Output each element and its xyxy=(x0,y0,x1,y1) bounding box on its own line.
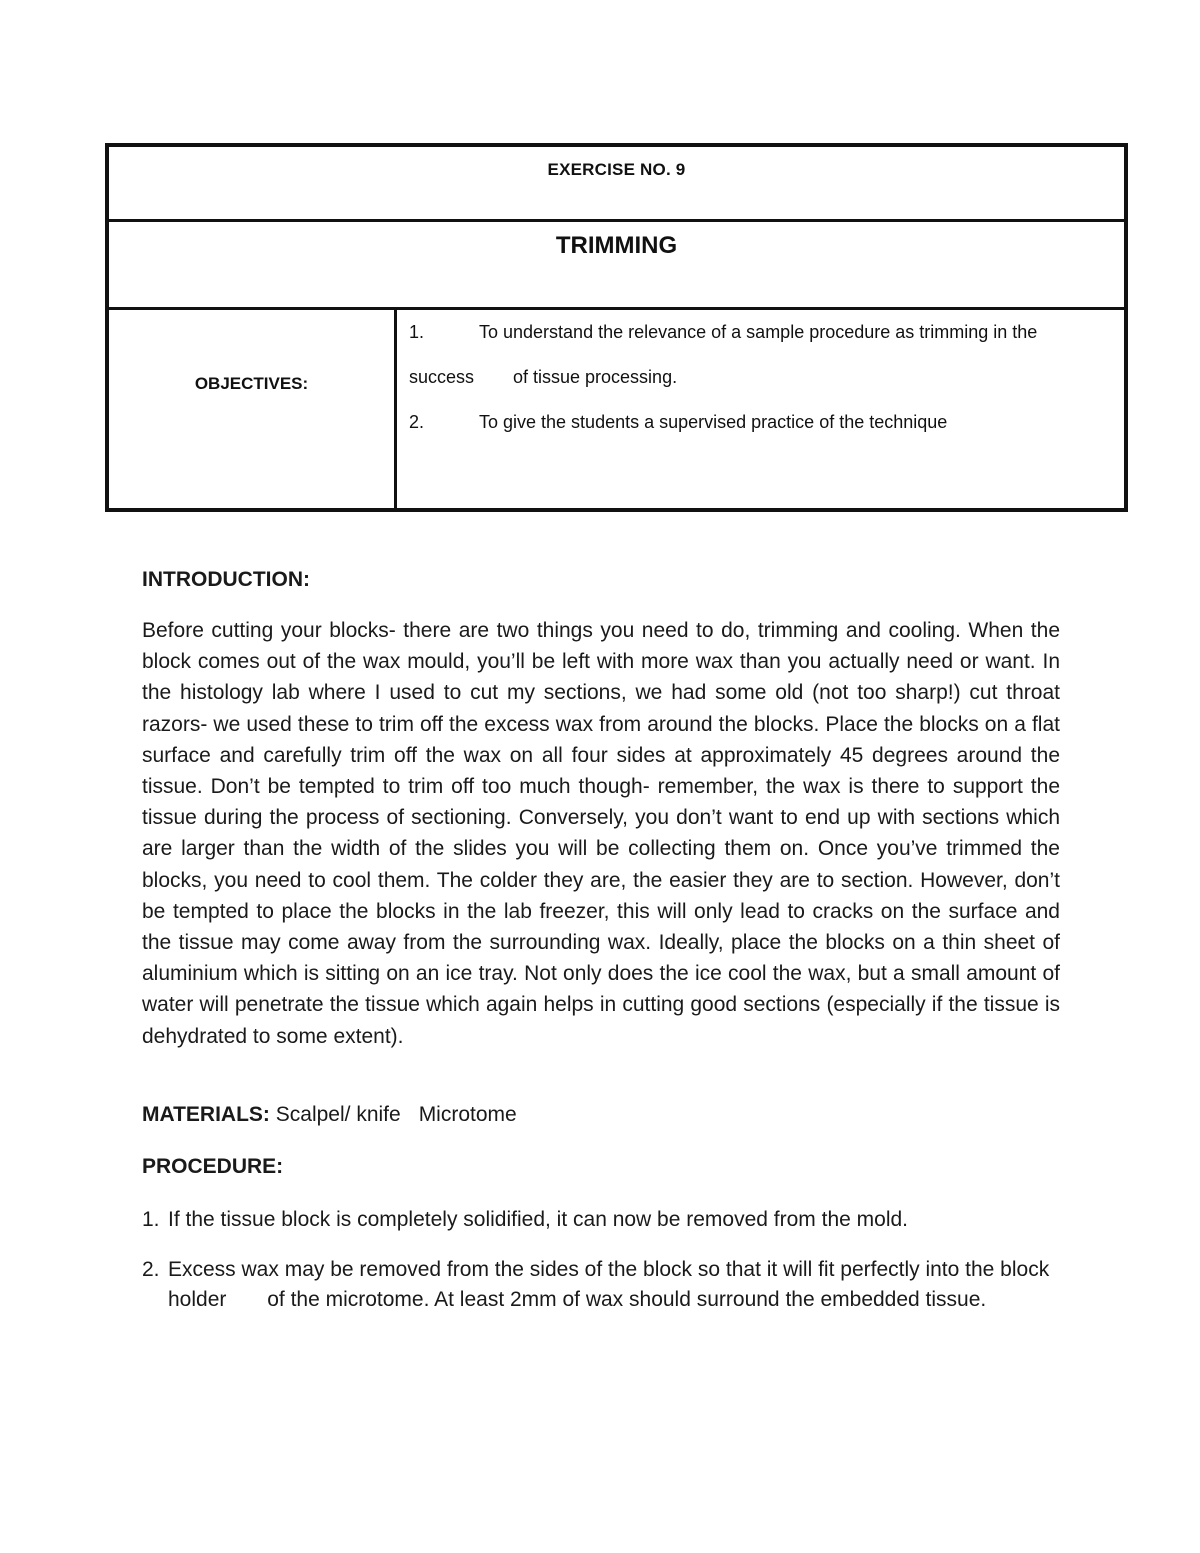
step-text: Excess wax may be removed from the sides of the block so that it will fit perfectly into the block holder of the microtome. At least 2mm of wax should surround the embedded tissue. xyxy=(168,1258,1056,1311)
page-title: TRIMMING xyxy=(555,232,678,259)
step-number: 2. xyxy=(142,1258,160,1281)
objective-item-continued xyxy=(407,355,1114,400)
materials-label: MATERIALS: xyxy=(142,1103,270,1126)
objective-text: To understand the relevance of a sample procedure as trimming in the xyxy=(479,322,1038,342)
materials-line xyxy=(142,1103,1060,1127)
objective-item xyxy=(407,400,1114,445)
material-item: Scalpel/ knife xyxy=(275,1103,401,1126)
introduction-heading: INTRODUCTION: xyxy=(142,568,310,591)
objectives-row xyxy=(109,310,1124,508)
objectives-list xyxy=(407,310,1114,508)
introduction-paragraph: Before cutting your blocks- there are two things you need to do, trimming and cooling. When the block comes out of the wax mould, you’ll be left with more wax than you actually need or want. In the histology lab where I used to cut my sections, we had some old (not too sharp!) cut throat razors- we used these to trim off the excess wax from around the blocks. Place the blocks on a flat surface and carefully trim off the wax on all four sides at approximately 45 degrees around the tissue. Don’t be tempted to trim off too much though- remember, the wax is there to support the tissue during the process of sectioning. Conversely, you don’t want to end up with sections which are larger than the width of the slides you will be collecting them on. Once you’ve trimmed the blocks, you need to cool them. The colder they are, the easier they are to section. However, don’t be tempted to place the blocks in the lab freezer, this will only lead to cracks on the surface and the tissue may come away from the surrounding wax. Ideally, place the blocks on a thin sheet of aluminium which is sitting on an ice tray. Not only does the ice cool the wax, but a small amount of water will penetrate the tissue which again helps in cutting good sections (especially if the tissue is dehydrated to some extent). xyxy=(142,619,1060,1048)
step-number: 1. xyxy=(142,1208,160,1231)
exercise-number: EXERCISE NO. 9 xyxy=(547,160,686,179)
step-text: If the tissue block is completely solidified, it can now be removed from the mold. xyxy=(168,1208,909,1231)
objective-number: 2. xyxy=(409,412,425,432)
exercise-number-row xyxy=(109,147,1124,222)
objective-item xyxy=(407,310,1114,355)
objective-text: success xyxy=(409,367,475,387)
objective-text: To give the students a supervised practice of the technique xyxy=(479,412,948,432)
title-row xyxy=(109,222,1124,310)
objective-text: of tissue processing. xyxy=(513,367,678,387)
objectives-label: OBJECTIVES: xyxy=(194,374,309,393)
objectives-label-cell xyxy=(109,310,397,508)
objective-number: 1. xyxy=(409,322,425,342)
material-item: Microtome xyxy=(418,1103,517,1126)
procedure-heading: PROCEDURE: xyxy=(142,1155,284,1178)
exercise-header-table xyxy=(105,143,1128,512)
